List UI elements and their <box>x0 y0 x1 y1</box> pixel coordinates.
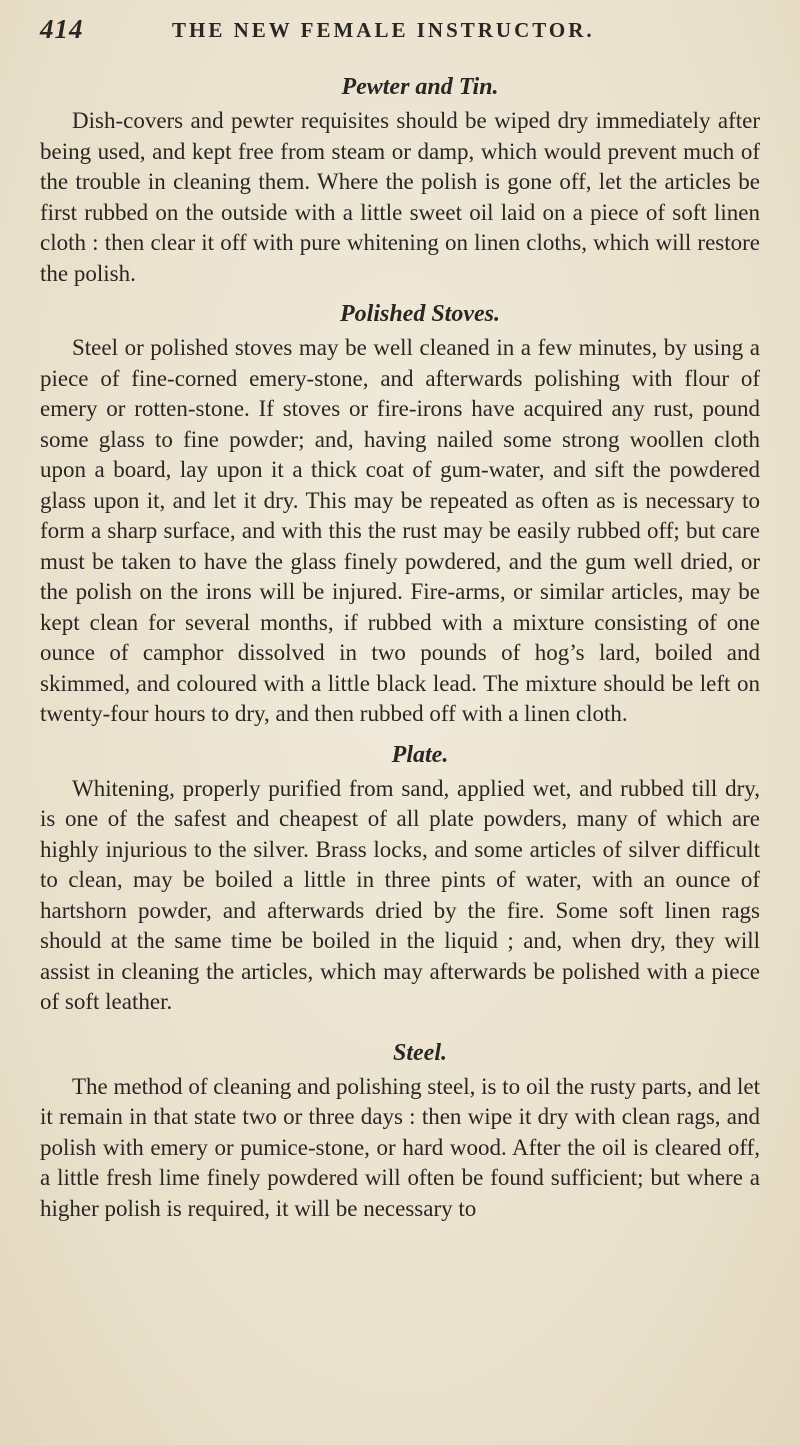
body-text <box>40 68 760 1224</box>
page-header <box>40 14 760 54</box>
section-paragraph-plate: Whitening, properly purified from sand, applied wet, and rubbed till dry, is one of the safest and cheapest of all plate powders, many of which are highly injurious to the silver. Brass locks, and some articles of silver difficult to clean, may be boiled a little in three pints of water, with an ounce of hartshorn powder, and afterwards dried by the fire. Some soft linen rags should at the same time be boiled in the liquid ; and, when dry, they will assist in cleaning the articles, which may afterwards be polished with a piece of soft leather. <box>40 775 760 1014</box>
page-number: 414 <box>40 14 84 44</box>
running-head: THE NEW FEMALE INSTRUCTOR. <box>172 18 595 42</box>
section-title-pewter-and-tin: Pewter and Tin. <box>341 74 499 100</box>
section-paragraph-pewter-and-tin: Dish-covers and pewter requisites should be wiped dry immediately after being used, and kept free from steam or damp, which would prevent much of the trouble in cleaning them. Where the polish is gone off, let the articles be first rubbed on the outside with a little sweet oil laid on a piece of soft linen cloth : then clear it off with pure whitening on linen cloths, which will restore the polish. <box>40 108 760 286</box>
section-paragraph-steel: The method of cleaning and polishing steel, is to oil the rusty parts, and let it remain in that state two or three days : then wipe it dry with clean rags, and polish with emery or pumice-stone, or hard wood. After the oil is cleared off, a little fresh lime finely powdered will often be found sufficient; but where a higher polish is required, it will be necessary to <box>40 1073 760 1221</box>
section-title-polished-stoves: Polished Stoves. <box>340 301 500 327</box>
section-paragraph-polished-stoves: Steel or polished stoves may be well cleaned in a few minutes, by using a piece of fine-corned emery-stone, and afterwards polishing with flour of emery or rotten-stone. If stoves or fire-irons have acquired any rust, pound some glass to fine powder; and, having nailed some strong woollen cloth upon a board, lay upon it a thick coat of gum-water, and sift the powdered glass upon it, and let it dry. This may be repeated as often as is necessary to form a sharp surface, and with this the rust may be easily rubbed off; but care must be taken to have the glass finely powdered, and the gum well dried, or the polish on the irons will be injured. Fire-arms, or similar articles, may be kept clean for several months, if rubbed with a mixture consisting of one ounce of camphor dissolved in two pounds of hog’s lard, boiled and skimmed, and coloured with a little black lead. The mixture should be left on twenty-four hours to dry, and then rubbed off with a linen cloth. <box>40 335 760 726</box>
section-title-steel: Steel. <box>393 1039 447 1066</box>
section-title-plate: Plate. <box>391 741 449 768</box>
